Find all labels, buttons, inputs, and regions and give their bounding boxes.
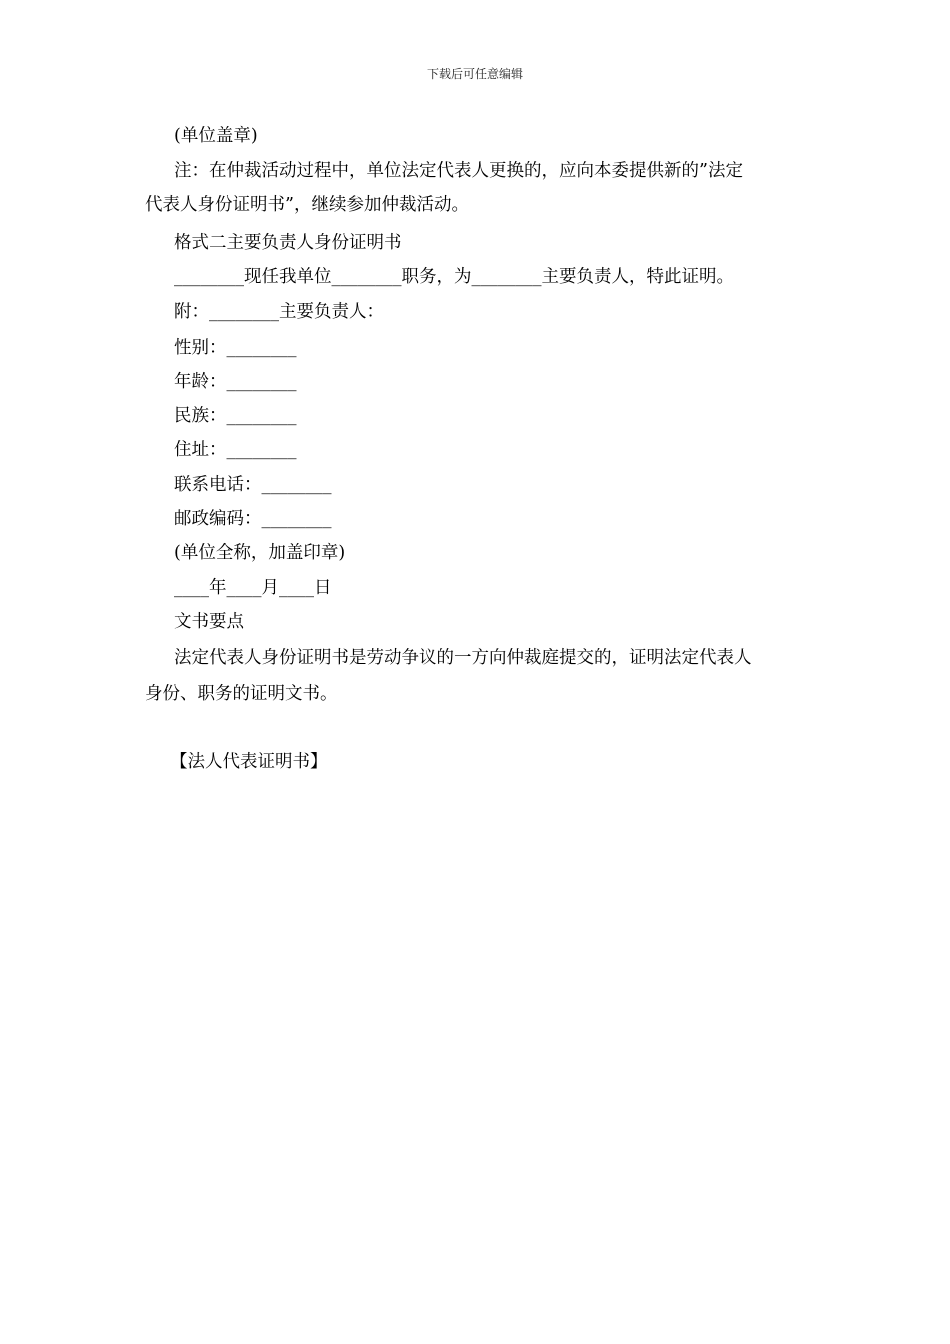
postcode-field: 邮政编码：________ — [174, 509, 332, 529]
address-field: 住址：________ — [174, 440, 297, 460]
seal-label: (单位盖章) — [174, 126, 258, 146]
key-points-title: 文书要点 — [174, 612, 244, 632]
age-field: 年龄：________ — [174, 372, 297, 392]
format-title: 格式二主要负责人身份证明书 — [174, 233, 402, 253]
statement-line: ________现任我单位________职务，为________主要负责人，特此证明。 — [174, 267, 734, 287]
key-points-line-1: 法定代表人身份证明书是劳动争议的一方向仲裁庭提交的，证明法定代表人 — [174, 648, 752, 668]
note-paragraph-line-1: 注：在仲裁活动过程中，单位法定代表人更换的，应向本委提供新的”法定 — [174, 161, 743, 181]
gender-field: 性别：________ — [174, 338, 297, 358]
org-seal-label: (单位全称，加盖印章) — [174, 543, 346, 563]
page-header-note: 下载后可任意编辑 — [426, 67, 523, 81]
note-paragraph-line-2: 代表人身份证明书”，继续参加仲裁活动。 — [145, 195, 469, 215]
phone-field: 联系电话：________ — [174, 475, 332, 495]
attachment-line: 附：________主要负责人： — [174, 302, 384, 322]
ethnicity-field: 民族：________ — [174, 406, 297, 426]
date-line: ____年____月____日 — [174, 578, 332, 598]
key-points-line-2: 身份、职务的证明文书。 — [145, 684, 338, 704]
footer-title: 【法人代表证明书】 — [170, 752, 328, 772]
